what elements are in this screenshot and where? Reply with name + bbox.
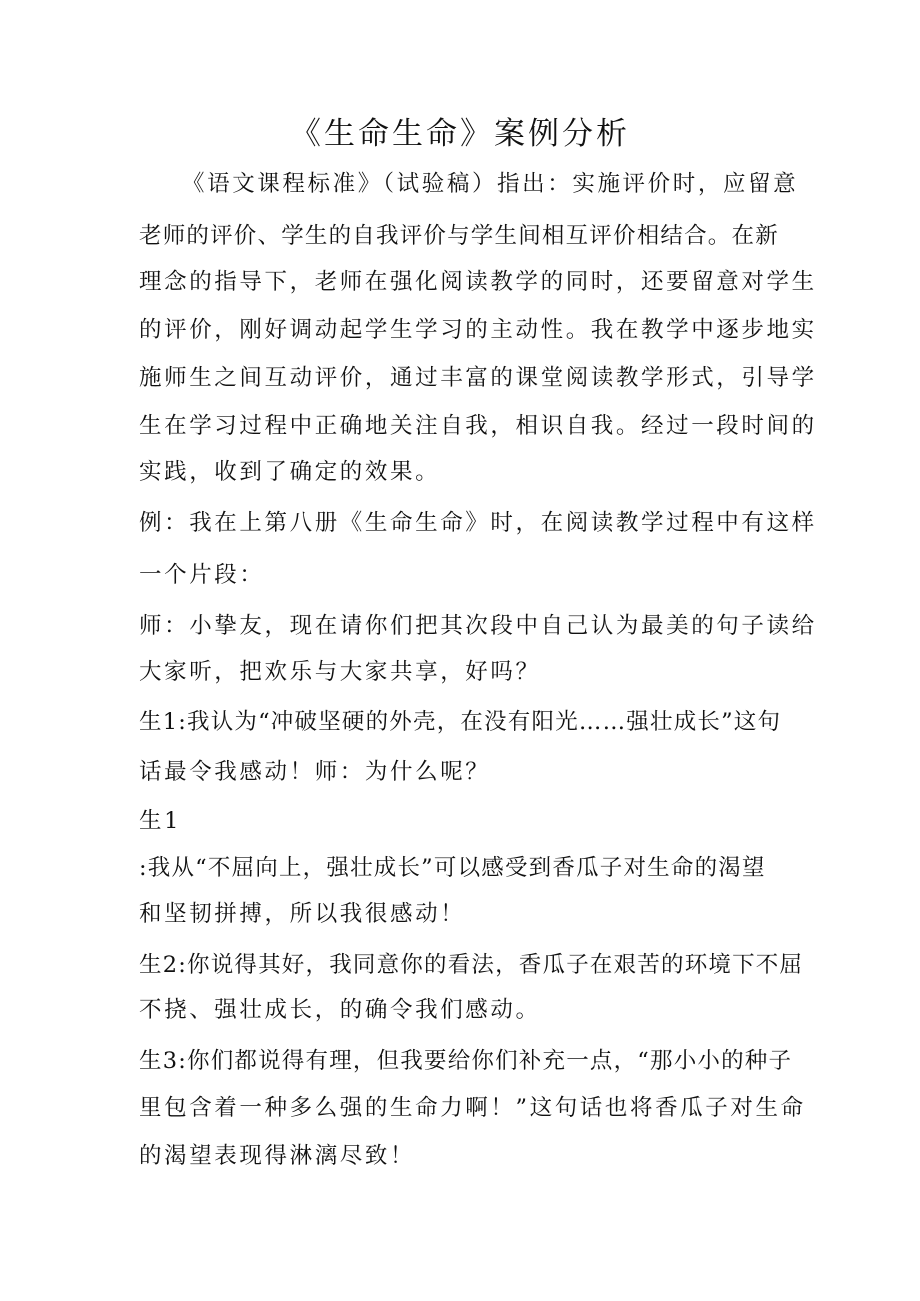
example-line-1: 例：我在上第八册《生命生命》时，在阅读教学过程中有这样 — [139, 510, 817, 536]
paragraph-line-6: 生在学习过程中正确地关注自我，相识自我。经过一段时间的 — [139, 413, 817, 439]
document-title: 《生命生命》案例分析 — [290, 116, 630, 152]
dialogue-student1-line-2: 话最令我感动！师：为什么呢？ — [139, 759, 491, 785]
paragraph-line-2: 老师的评价、学生的自我评价与学生间相互评价相结合。在新 — [139, 223, 779, 249]
dialogue-student3-line-3: 的渴望表现得淋漓尽致！ — [139, 1143, 416, 1169]
example-line-2: 一个片段： — [139, 562, 265, 588]
dialogue-student1-answer-line-2: 和坚韧拼搏，所以我很感动！ — [139, 901, 466, 927]
dialogue-student1-answer-line-1: :我从“不屈向上，强壮成长”可以感受到香瓜子对生命的渴望 — [139, 855, 766, 881]
dialogue-student1-label: 生1 — [139, 808, 182, 834]
dialogue-teacher-line-1: 师：小挚友，现在请你们把其次段中自己认为最美的句子读给 — [139, 613, 817, 639]
dialogue-student3-line-1: 生3:你们都说得有理，但我要给你们补充一点，“那小小的种子 — [139, 1048, 793, 1074]
dialogue-teacher-line-2: 大家听，把欢乐与大家共享，好吗？ — [139, 659, 541, 685]
dialogue-student2-line-1: 生2:你说得其好，我同意你的看法，香瓜子在艰苦的环境下不屈 — [139, 952, 804, 978]
dialogue-student1-line-1: 生1:我认为“冲破坚硬的外壳，在没有阳光……强壮成长”这句 — [139, 709, 782, 735]
paragraph-line-7: 实践，收到了确定的效果。 — [139, 459, 441, 485]
paragraph-line-3: 理念的指导下，老师在强化阅读教学的同时，还要留意对学生 — [139, 269, 817, 295]
paragraph-line-1: 《语文课程标准》（试验稿）指出：实施评价时，应留意 — [182, 171, 799, 197]
dialogue-student2-line-2: 不挠、强壮成长，的确令我们感动。 — [139, 997, 541, 1023]
paragraph-line-4: 的评价，刚好调动起学生学习的主动性。我在教学中逐步地实 — [139, 317, 817, 343]
dialogue-student3-line-2: 里包含着一种多么强的生命力啊！”这句话也将香瓜子对生命 — [139, 1095, 806, 1121]
paragraph-line-5: 施师生之间互动评价，通过丰富的课堂阅读教学形式，引导学 — [139, 365, 817, 391]
